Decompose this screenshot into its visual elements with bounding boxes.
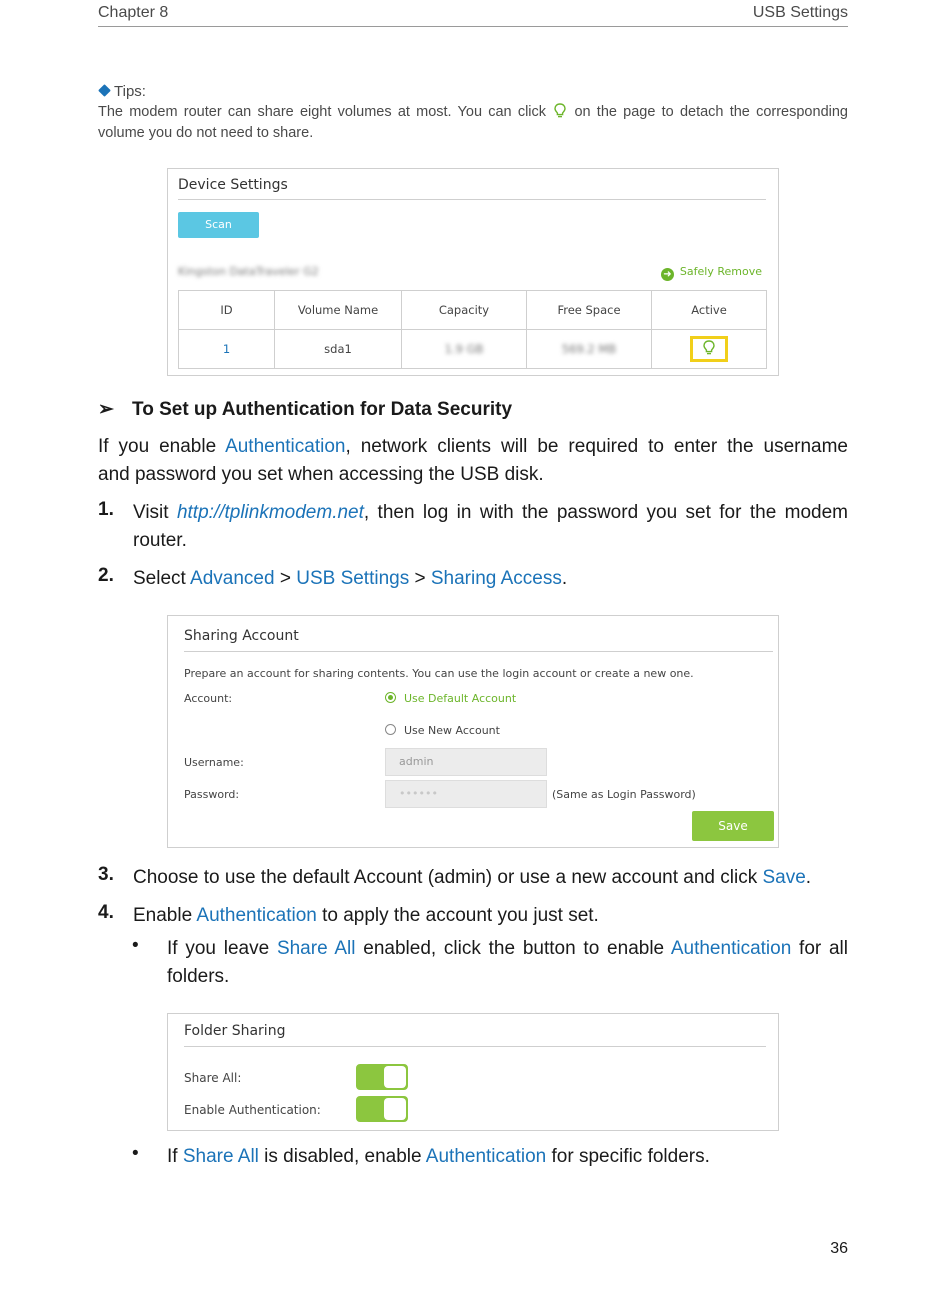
cell-free: 569.2 MB — [527, 330, 652, 369]
url-link[interactable]: http://tplinkmodem.net — [176, 502, 364, 523]
cell-active — [652, 330, 767, 369]
toggle-knob — [384, 1098, 406, 1120]
safely-remove-link[interactable] — [661, 265, 762, 281]
radio-new-label: Use New Account — [404, 724, 500, 737]
radio-default-label: Use Default Account — [404, 692, 517, 705]
tips-body — [98, 102, 848, 144]
table-row — [179, 330, 767, 369]
step-number: 3. — [98, 864, 114, 885]
account-label: Account: — [184, 692, 233, 705]
enable-authentication-toggle[interactable] — [356, 1096, 408, 1122]
share-all-link[interactable]: Share All — [276, 938, 356, 959]
divider — [178, 199, 766, 200]
step-4 — [133, 902, 599, 930]
intro-line-1 — [98, 433, 848, 461]
share-all-link[interactable]: Share All — [182, 1146, 259, 1167]
cell-volume: sda1 — [275, 330, 402, 369]
sharing-description: Prepare an account for sharing contents. You can use the login account or create a new one. — [184, 667, 694, 680]
password-label: Password: — [184, 788, 240, 801]
password-note: (Same as Login Password) — [552, 788, 696, 801]
bullet-text: for specific folders. — [546, 1146, 710, 1167]
enable-authentication-label: Enable Authentication: — [184, 1103, 321, 1117]
sharing-account-title: Sharing Account — [184, 628, 299, 644]
save-button[interactable]: Save — [692, 811, 774, 841]
device-settings-title: Device Settings — [178, 177, 288, 193]
username-field[interactable]: admin — [385, 748, 547, 776]
step-2 — [133, 565, 567, 593]
radio-default-account[interactable] — [385, 692, 516, 705]
intro-text: If you enable — [98, 436, 226, 457]
folder-sharing-title: Folder Sharing — [184, 1023, 286, 1039]
sharing-account-panel — [167, 615, 779, 848]
bullet-1 — [167, 935, 848, 991]
cell-id: 1 — [179, 330, 275, 369]
save-link[interactable]: Save — [762, 867, 806, 888]
punctuation: . — [805, 867, 812, 888]
lightbulb-icon — [703, 340, 715, 356]
folder-sharing-panel — [167, 1013, 779, 1131]
step-1 — [133, 499, 848, 555]
separator: > — [274, 568, 297, 589]
step-text: Choose to use the default Account (admin) or use a new account and click — [133, 867, 763, 888]
authentication-link[interactable]: Authentication — [670, 938, 792, 959]
step-number: 2. — [98, 565, 114, 586]
bullet-1-line-2: folders. — [167, 966, 230, 987]
safely-remove-label: Safely Remove — [679, 265, 762, 278]
bullet-text: If you leave — [167, 938, 277, 959]
bullet-dot: • — [132, 1143, 139, 1164]
arrow-right-icon: ➜ — [661, 268, 674, 281]
section-heading-text: To Set up Authentication for Data Security — [132, 399, 513, 420]
tips-text-1: The modem router can share eight volumes at most. You can click — [98, 104, 547, 120]
col-id: ID — [179, 291, 275, 330]
authentication-link[interactable]: Authentication — [425, 1146, 547, 1167]
username-label: Username: — [184, 756, 244, 769]
intro-paragraph — [98, 433, 848, 489]
device-name: Kingston DataTraveler G2 — [178, 265, 319, 278]
device-settings-panel — [167, 168, 779, 376]
intro-text: , network clients will be required to enter the username — [345, 436, 848, 457]
bullet-1-line-1 — [167, 935, 848, 963]
step-number: 1. — [98, 499, 114, 520]
divider — [184, 651, 773, 652]
step-1-line-1 — [133, 499, 848, 527]
intro-line-2: and password you set when accessing the USB disk. — [98, 464, 544, 485]
bullet-text: for all — [791, 938, 848, 959]
punctuation: . — [561, 568, 568, 589]
bullet-text: is disabled, enable — [258, 1146, 426, 1167]
advanced-link[interactable]: Advanced — [190, 568, 275, 589]
bullet-dot: • — [132, 935, 139, 956]
page-header — [98, 4, 848, 27]
page-number: 36 — [830, 1240, 848, 1257]
divider — [184, 1046, 766, 1047]
step-3 — [133, 864, 811, 892]
step-text: Select — [133, 568, 191, 589]
table-header-row — [179, 291, 767, 330]
lightbulb-icon — [554, 103, 566, 119]
authentication-link[interactable]: Authentication — [196, 905, 317, 926]
authentication-link[interactable]: Authentication — [225, 436, 346, 457]
bullet-2 — [167, 1143, 710, 1171]
cell-capacity: 1.9 GB — [402, 330, 527, 369]
tips-title-text: Tips: — [114, 83, 146, 100]
col-volume-name: Volume Name — [275, 291, 402, 330]
tips-text-2: on the page to detach the corresponding volume you do not need to share. — [98, 104, 848, 141]
radio-empty-icon — [385, 724, 396, 735]
volume-table — [178, 290, 767, 369]
sharing-access-link[interactable]: Sharing Access — [430, 568, 562, 589]
step-number: 4. — [98, 902, 114, 923]
chapter-label: Chapter 8 — [98, 4, 169, 21]
step-1-line-2: router. — [133, 530, 187, 551]
col-active: Active — [652, 291, 767, 330]
step-text: , then log in with the password you set for the modem — [363, 502, 848, 523]
usb-settings-link[interactable]: USB Settings — [296, 568, 410, 589]
share-all-toggle[interactable] — [356, 1064, 408, 1090]
section-heading — [98, 398, 512, 421]
active-lightbulb-button[interactable] — [690, 336, 728, 362]
step-text: Visit — [133, 502, 177, 523]
section-label: USB Settings — [752, 4, 848, 21]
share-all-label: Share All: — [184, 1071, 242, 1085]
step-text: Enable — [133, 905, 197, 926]
col-capacity: Capacity — [402, 291, 527, 330]
tips-title — [98, 83, 146, 100]
scan-button[interactable]: Scan — [178, 212, 259, 238]
step-text: to apply the account you just set. — [316, 905, 599, 926]
toggle-knob — [384, 1066, 406, 1088]
radio-new-account[interactable] — [385, 724, 500, 737]
bullet-text: enabled, click the button to enable — [355, 938, 671, 959]
bullet-text: If — [167, 1146, 183, 1167]
password-field[interactable]: •••••• — [385, 780, 547, 808]
tag-icon — [98, 84, 111, 97]
separator: > — [409, 568, 431, 589]
radio-selected-icon — [385, 692, 396, 703]
col-free-space: Free Space — [527, 291, 652, 330]
arrow-bullet-icon: ➢ — [98, 399, 114, 420]
